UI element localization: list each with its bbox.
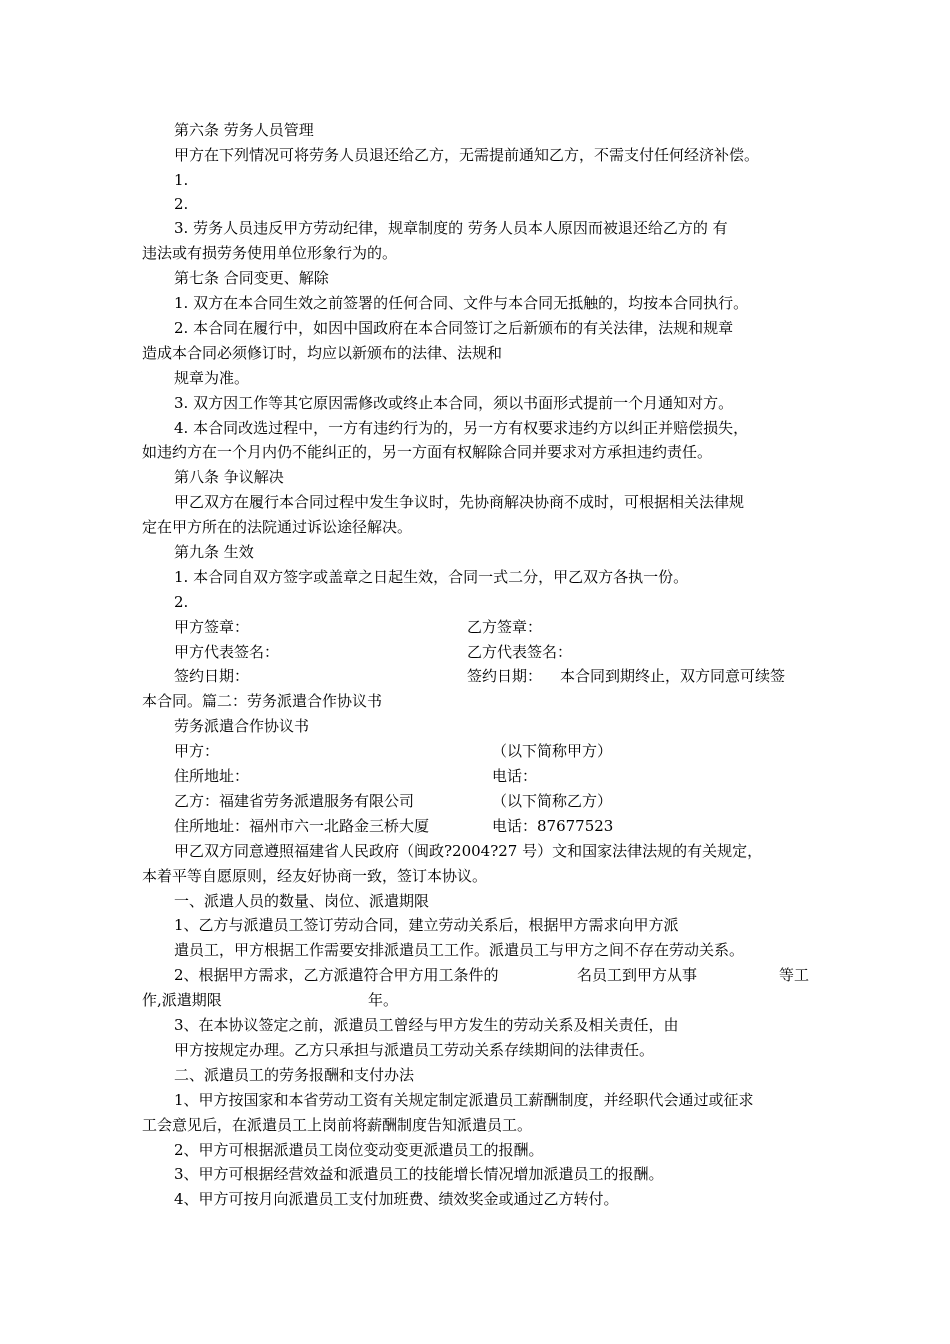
- list-item: 2. 本合同在履行中，如因中国政府在本合同签订之后新颁布的有关法律，法规和规章: [174, 319, 734, 337]
- list-item: 2、根据甲方需求，乙方派遣符合甲方用工条件的: [174, 966, 499, 984]
- list-item: 2、甲方可根据派遣员工岗位变动变更派遣员工的报酬。: [174, 1141, 544, 1159]
- paragraph-continuation: 甲方按规定办理。乙方只承担与派遣员工劳动关系存续期间的法律责任。: [174, 1041, 655, 1059]
- list-item: 4. 本合同改选过程中，一方有违约行为的，另一方有权要求违约方以纠正并赔偿损失，: [174, 419, 749, 437]
- party-a-seal-label: 甲方签章：: [174, 618, 250, 636]
- paragraph-continuation: 定在甲方所在的法院通过诉讼途径解决。: [142, 518, 413, 536]
- list-item-fragment: 年。: [368, 991, 399, 1009]
- party-b-seal-label: 乙方签章：: [467, 618, 543, 636]
- paragraph-continuation: 工会意见后，在派遣员工上岗前将薪酬制度告知派遣员工。: [142, 1116, 533, 1134]
- party-a-date-label: 签约日期：: [174, 667, 250, 685]
- article-7-heading: 第七条 合同变更、解除: [174, 269, 329, 287]
- list-item: 1、乙方与派遣员工签订劳动合同，建立劳动关系后，根据甲方需求向甲方派: [174, 916, 679, 934]
- list-item: 3、在本协议签定之前，派遣员工曾经与甲方发生的劳动关系及相关责任，由: [174, 1016, 679, 1034]
- list-item: 1.: [174, 171, 189, 189]
- paragraph: 甲乙双方同意遵照福建省人民政府（闽政?2004?27 号）文和国家法律法规的有关规定，: [174, 842, 763, 860]
- list-item-fragment: 名员工到甲方从事: [577, 966, 698, 984]
- list-item: 1. 本合同自双方签字或盖章之日起生效，合同一式二分，甲乙双方各执一份。: [174, 568, 689, 586]
- party-b-date-label: 签约日期：: [467, 667, 543, 685]
- list-item: 3. 劳务人员违反甲方劳动纪律，规章制度的 劳务人员本人原因而被退还给乙方的 有: [174, 219, 728, 237]
- paragraph-continuation: 违法或有损劳务使用单位形象行为的。: [142, 244, 398, 262]
- list-item: 3. 双方因工作等其它原因需修改或终止本合同，须以书面形式提前一个月通知对方。: [174, 394, 734, 412]
- paragraph-continuation: 造成本合同必须修订时，均应以新颁布的法律、法规和: [142, 344, 503, 362]
- paragraph: 甲乙双方在履行本合同过程中发生争议时，先协商解决协商不成时，可根据相关法律规: [174, 493, 745, 511]
- party-a-abbr: （以下简称甲方）: [492, 742, 613, 760]
- article-6-heading: 第六条 劳务人员管理: [174, 121, 314, 139]
- section-heading: 二、派遣员工的劳务报酬和支付办法: [174, 1066, 415, 1084]
- paragraph: 甲方在下列情况可将劳务人员退还给乙方，无需提前通知乙方，不需支付任何经济补偿。: [174, 146, 760, 164]
- article-9-heading: 第九条 生效: [174, 543, 254, 561]
- list-item: 2.: [174, 593, 189, 611]
- article-8-heading: 第八条 争议解决: [174, 468, 284, 486]
- section-heading: 一、派遣人员的数量、岗位、派遣期限: [174, 892, 430, 910]
- party-b-address: 住所地址：福州市六一北路金三桥大厦: [174, 817, 430, 835]
- paragraph-continuation: 作,派遣期限: [142, 991, 222, 1009]
- party-a-label: 甲方：: [174, 742, 220, 760]
- list-item: 1、甲方按国家和本省劳动工资有关规定制定派遣员工薪酬制度，并经职代会通过或征求: [174, 1091, 754, 1109]
- list-item: 2.: [174, 195, 189, 213]
- party-b-phone: 电话：87677523: [492, 817, 614, 835]
- list-item: 4、甲方可按月向派遣员工支付加班费、绩效奖金或通过乙方转付。: [174, 1190, 619, 1208]
- list-item: 3、甲方可根据经营效益和派遣员工的技能增长情况增加派遣员工的报酬。: [174, 1165, 664, 1183]
- paragraph-continuation: 如违约方在一个月内仍不能纠正的，另一方面有权解除合同并要求对方承担违约责任。: [142, 443, 713, 461]
- section-title: 本合同。篇二：劳务派遣合作协议书: [142, 692, 383, 710]
- list-item: 1. 双方在本合同生效之前签署的任何合同、文件与本合同无抵触的，均按本合同执行。: [174, 294, 749, 312]
- agreement-title: 劳务派遣合作协议书: [174, 717, 310, 735]
- list-item-fragment: 等工: [779, 966, 810, 984]
- party-a-rep-label: 甲方代表签名：: [174, 643, 280, 661]
- party-b-rep-label: 乙方代表签名：: [467, 643, 573, 661]
- paragraph-continuation: 规章为准。: [174, 369, 250, 387]
- paragraph-continuation: 遣员工，甲方根据工作需要安排派遣员工工作。派遣员工与甲方之间不存在劳动关系。: [174, 941, 745, 959]
- party-a-phone: 电话：: [492, 767, 538, 785]
- party-b-label: 乙方：福建省劳务派遣服务有限公司: [174, 792, 415, 810]
- renewal-text: 本合同到期终止，双方同意可续签: [560, 667, 786, 685]
- paragraph-continuation: 本着平等自愿原则，经友好协商一致，签订本协议。: [142, 867, 488, 885]
- party-a-address: 住所地址：: [174, 767, 250, 785]
- party-b-abbr: （以下简称乙方）: [492, 792, 613, 810]
